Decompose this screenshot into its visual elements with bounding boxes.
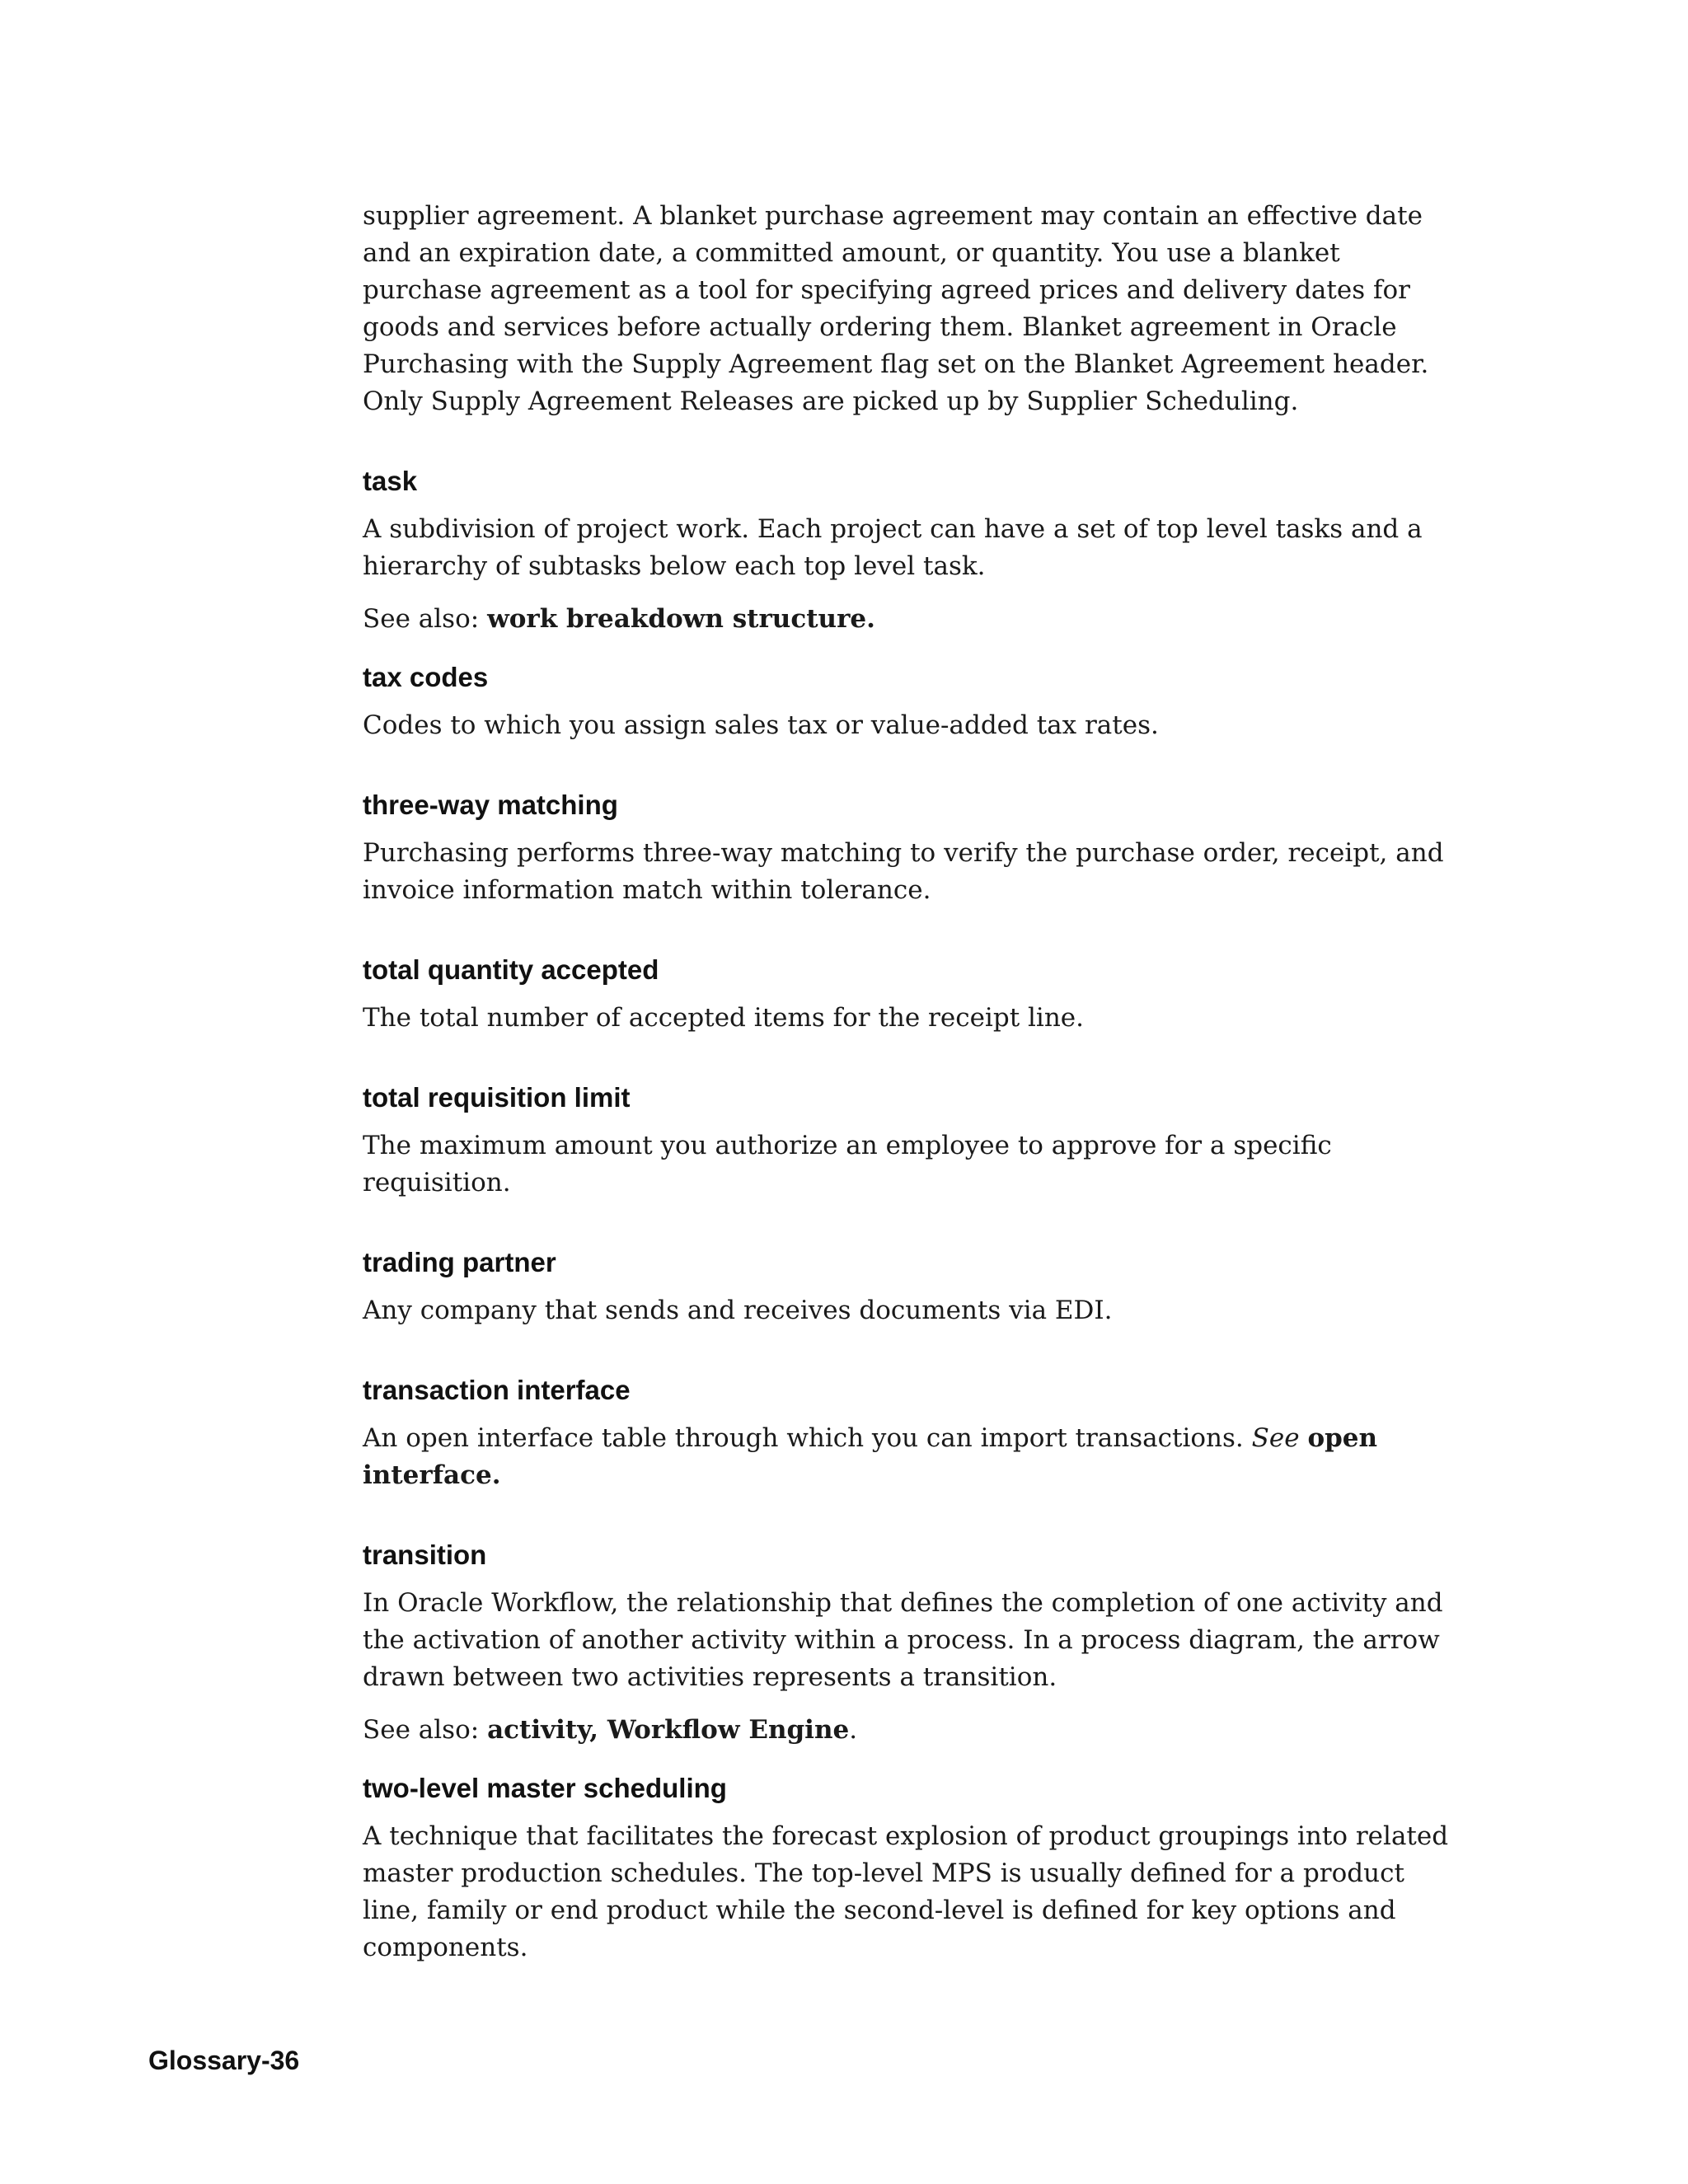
term-definition: The maximum amount you authorize an employee to approve for a specific requisition. — [363, 1131, 1332, 1197]
page-number-footer: Glossary-36 — [148, 2046, 300, 2075]
see-also-reference: work breakdown structure. — [487, 604, 875, 634]
term-heading: total quantity accepted — [363, 954, 659, 985]
glossary-content — [363, 198, 1459, 1966]
see-also-reference: activity, Workflow Engine — [487, 1715, 850, 1745]
entry-trading-partner — [363, 1246, 1459, 1329]
term-definition: In Oracle Workflow, the relationship that defines the completion of one activity and the activation of another activity within a process. In a process diagram, the arrow drawn between two activities represents a transition. — [363, 1588, 1443, 1692]
term-definition — [363, 1420, 1459, 1494]
entry-two-level-master-scheduling — [363, 1772, 1459, 1966]
term-heading: three-way matching — [363, 790, 618, 820]
term-heading: trading partner — [363, 1247, 556, 1277]
entry-total-requisition-limit — [363, 1081, 1459, 1202]
intro-paragraph: supplier agreement. A blanket purchase agreement may contain an effective date and an expiration date, a committed amount, or quantity. You use a blanket purchase agreement as a tool for specifying agreed prices and delivery dates for goods and services before actually ordering them. Blanket agreement in Oracle Purchasing with the Supply Agreement flag set on the Blanket Agreement header. Only Supply Agreement Releases are picked up by Supplier Scheduling. — [363, 201, 1429, 416]
see-also-prefix: See also: — [363, 1715, 488, 1745]
definition-text: An open interface table through which you can import transactions. — [363, 1423, 1252, 1453]
entry-three-way-matching — [363, 789, 1459, 909]
see-word: See — [1251, 1423, 1300, 1453]
see-also-prefix: See also: — [363, 604, 488, 634]
term-definition: The total number of accepted items for the receipt line. — [363, 1003, 1084, 1033]
entry-total-quantity-accepted — [363, 954, 1459, 1037]
term-definition: Codes to which you assign sales tax or value-added tax rates. — [363, 710, 1159, 740]
entry-tax-codes — [363, 661, 1459, 744]
entry-transition — [363, 1539, 1459, 1749]
term-heading: transaction interface — [363, 1375, 631, 1405]
term-heading: two-level master scheduling — [363, 1773, 727, 1803]
entry-task — [363, 465, 1459, 638]
term-heading: total requisition limit — [363, 1082, 631, 1113]
term-heading: tax codes — [363, 662, 489, 692]
term-definition: A subdivision of project work. Each project can have a set of top level tasks and a hierarchy of subtasks below each top level task. — [363, 514, 1423, 581]
see-also-line — [363, 601, 1459, 638]
see-also-suffix: . — [849, 1715, 858, 1745]
entry-transaction-interface — [363, 1374, 1459, 1494]
term-definition: Any company that sends and receives documents via EDI. — [363, 1296, 1113, 1325]
see-also-line — [363, 1712, 1459, 1749]
term-heading: task — [363, 466, 418, 496]
term-heading: transition — [363, 1540, 487, 1570]
term-definition: A technique that facilitates the forecast explosion of product groupings into related master production schedules. The top-level MPS is usually defined for a product line, family or end product while the second-level is defined for key options and components. — [363, 1821, 1449, 1962]
term-definition: Purchasing performs three-way matching to verify the purchase order, receipt, and invoice information match within tolerance. — [363, 838, 1444, 905]
see-reference: open interface. — [363, 1423, 1378, 1490]
